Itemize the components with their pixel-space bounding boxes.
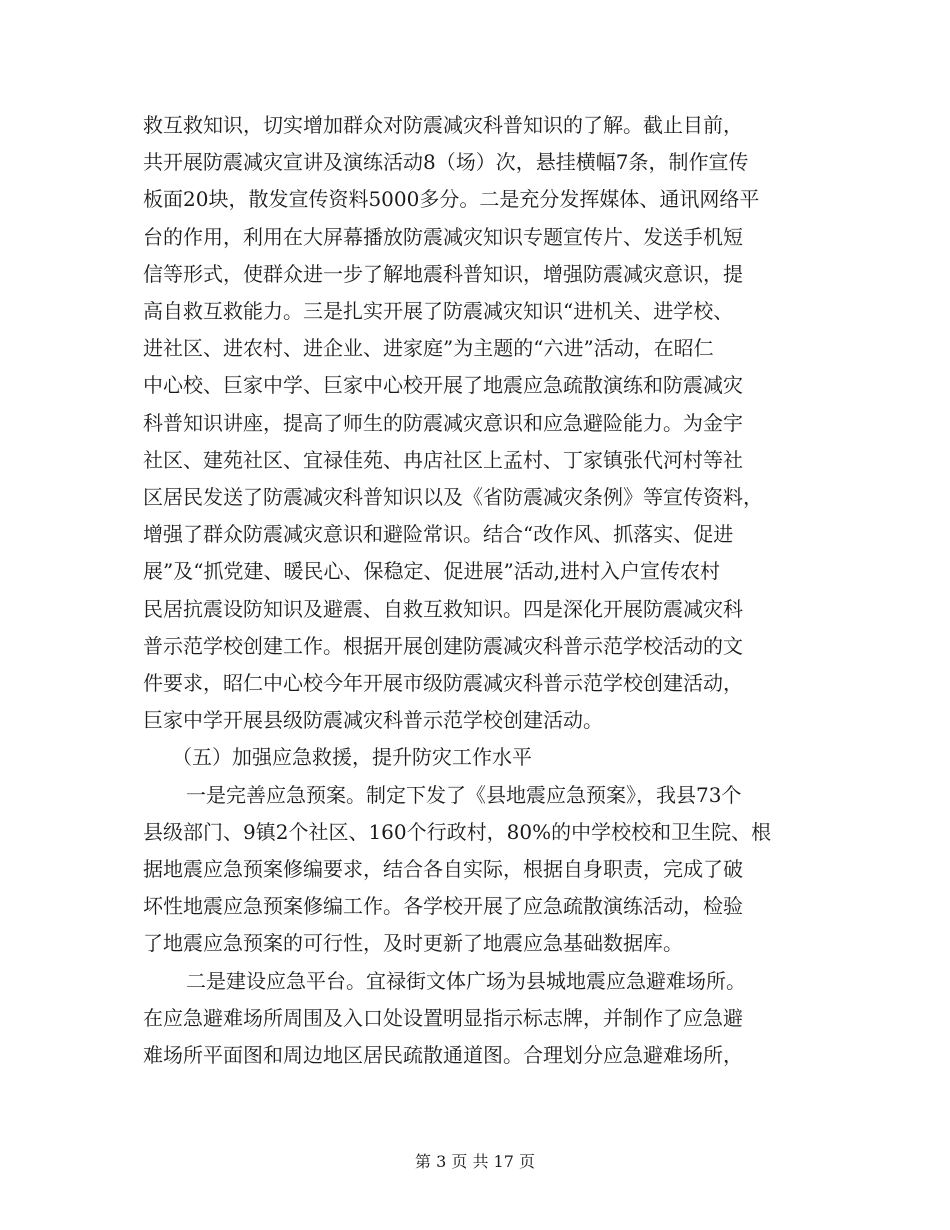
text-line: 增强了群众防震减灾意识和避险常识。结合“改作风、抓落实、促进	[143, 522, 734, 546]
text-line: 在应急避难场所周围及入口处设置明显指示标志牌，并制作了应急避	[143, 1006, 743, 1030]
text-line: 坏性地震应急预案修编工作。各学校开展了应急疏散演练活动，检验	[143, 894, 743, 918]
text-line: 难场所平面图和周边地区居民疏散通道图。合理划分应急避难场所，	[143, 1043, 743, 1067]
text-line: 中心校、巨家中学、巨家中心校开展了地震应急疏散演练和防震减灾	[143, 373, 743, 397]
text-line: 巨家中学开展县级防震减灾科普示范学校创建活动。	[143, 708, 603, 732]
text-line: 件要求，昭仁中心校今年开展市级防震减灾科普示范学校创建活动，	[143, 671, 743, 695]
text-line: 台的作用，利用在大屏幕播放防震减灾知识专题宣传片、发送手机短	[143, 225, 743, 249]
text-line: 据地震应急预案修编要求，结合各自实际，根据自身职责，完成了破	[143, 857, 743, 881]
text-line: 展”及“抓党建、暖民心、保稳定、促进展”活动,进村入户宣传农村	[143, 559, 721, 583]
text-line: 板面20块，散发宣传资料5000多分。二是充分发挥媒体、通讯网络平	[143, 187, 760, 211]
text-line: 民居抗震设防知识及避震、自救互救知识。四是深化开展防震减灾科	[143, 597, 743, 621]
text-line: 救互救知识，切实增加群众对防震减灾科普知识的了解。截止目前，	[143, 113, 743, 137]
text-line: 县级部门、9镇2个社区、160个行政村，80%的中学校校和卫生院、根	[143, 820, 772, 844]
page-footer: 第 3 页 共 17 页	[415, 1152, 535, 1171]
text-line: 信等形式，使群众进一步了解地震科普知识，增强防震减灾意识，提	[143, 262, 743, 286]
text-line: 高自救互救能力。三是扎实开展了防震减灾知识“进机关、进学校、	[143, 299, 734, 323]
text-line: 了地震应急预案的可行性，及时更新了地震应急基础数据库。	[143, 931, 683, 955]
text-line: 普示范学校创建工作。根据开展创建防震减灾科普示范学校活动的文	[143, 634, 743, 658]
text-line: 二是建设应急平台。宜禄街文体广场为县城地震应急避难场所。	[186, 969, 746, 993]
text-line: 共开展防震减灾宣讲及演练活动8（场）次，悬挂横幅7条，制作宣传	[143, 150, 749, 174]
text-line: 进社区、进农村、进企业、进家庭”为主题的“六进”活动，在昭仁	[143, 336, 714, 360]
text-line: 科普知识讲座，提高了师生的防震减灾意识和应急避险能力。为金宇	[143, 411, 743, 435]
section-heading: （五）加强应急救援，提升防灾工作水平	[172, 745, 532, 769]
text-line: 一是完善应急预案。制定下发了《县地震应急预案》，我县73个	[186, 783, 742, 807]
text-line: 区居民发送了防震减灾科普知识以及《省防震减灾条例》等宣传资料，	[143, 485, 763, 509]
text-line: 社区、建苑社区、宜禄佳苑、冉店社区上孟村、丁家镇张代河村等社	[143, 448, 743, 472]
